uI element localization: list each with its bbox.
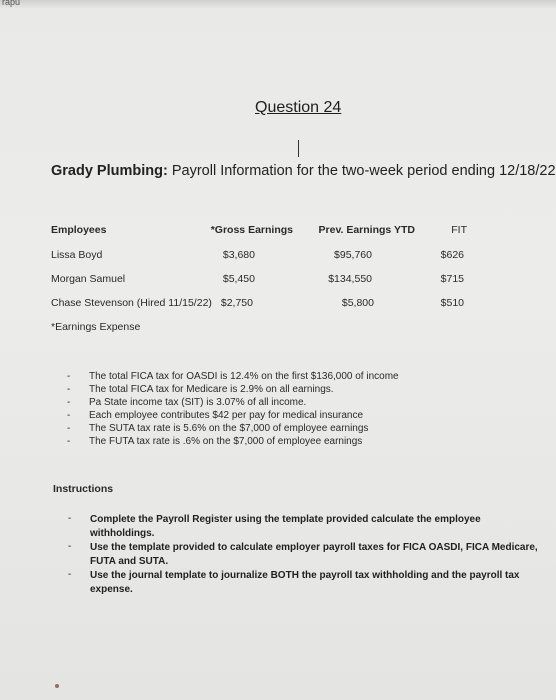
row1-employee: Lissa Boyd: [51, 249, 103, 261]
row1-ytd: $95,760: [334, 249, 372, 261]
row3-gross: $2,750: [220, 297, 253, 309]
row3-employee: Chase Stevenson (Hired 11/15/22): [51, 297, 212, 309]
row1-gross: $3,680: [222, 249, 255, 261]
row1-fit: $626: [440, 249, 464, 261]
instructions-label: Instructions: [53, 483, 114, 495]
document-subtitle: [51, 163, 556, 179]
row2-ytd: $134,550: [328, 273, 372, 285]
row2-employee: Morgan Samuel: [51, 273, 126, 285]
subtitle-text: Payroll Information for the two-week period ending 12/18/22: [171, 163, 556, 179]
text-cursor: [298, 140, 299, 157]
row3-fit: $510: [440, 297, 464, 309]
page-title: Question 24: [255, 99, 342, 116]
header-employees: Employees: [51, 224, 107, 236]
row3-ytd: $5,800: [341, 297, 374, 309]
header-prev-earnings-ytd: Prev. Earnings YTD: [318, 224, 415, 236]
row2-fit: $715: [440, 273, 464, 285]
page-mark: [55, 684, 59, 688]
header-fit: FIT: [451, 224, 467, 236]
row2-gross: $5,450: [222, 273, 255, 285]
table-footnote: *Earnings Expense: [51, 321, 141, 333]
company-name: Grady Plumbing:: [51, 163, 168, 179]
corner-text: rapu: [2, 0, 21, 7]
top-strip: [0, 0, 556, 8]
header-gross-earnings: *Gross Earnings: [210, 224, 293, 236]
